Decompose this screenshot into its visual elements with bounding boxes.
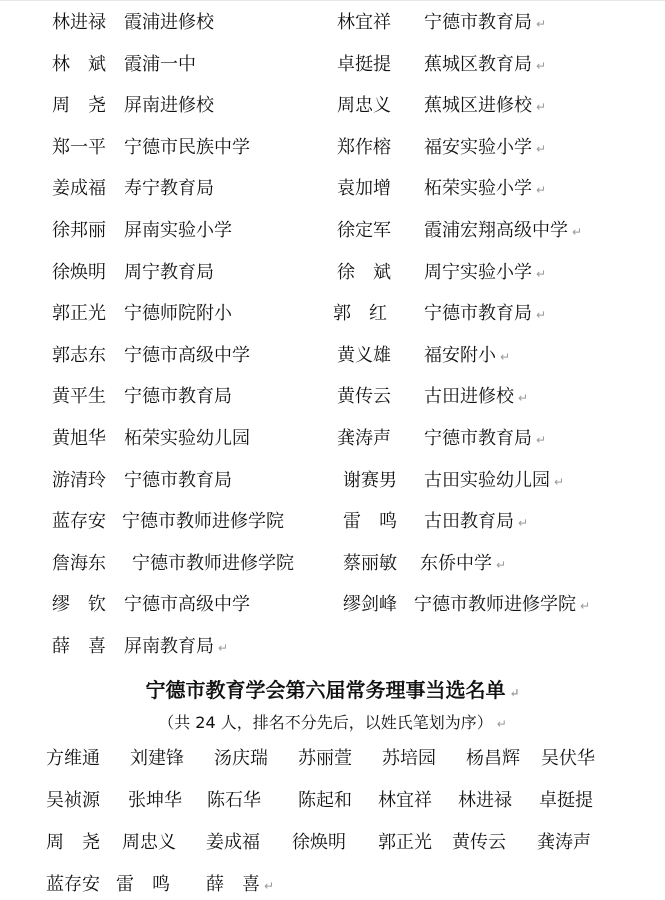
member-name: 苏丽萱 (298, 748, 352, 769)
organization-name: 宁德师院附小 (124, 303, 232, 325)
member-name: 黄传云 (452, 832, 506, 853)
member-name: 周忠义 (122, 832, 176, 853)
member-name: 龚涛声 (537, 832, 591, 853)
list-row (0, 425, 665, 453)
title-text: 宁德市教育学会第六届常务理事当选名单 (145, 678, 506, 702)
organization-name: 柘荣实验幼儿园 (124, 428, 250, 449)
list-row (0, 92, 665, 120)
person-name: 郑作榕 (337, 136, 391, 158)
subtitle-text: （共 24 人，排名不分先后，以姓氏笔划为序） (158, 713, 493, 732)
member-name: 姜成福 (206, 832, 260, 853)
organization-name: 福安实验小学 ↵ (424, 136, 547, 158)
list-row (0, 342, 665, 370)
person-name: 蔡丽敏 (343, 552, 397, 574)
list-row (0, 383, 665, 411)
person-name: 林 斌 (52, 53, 106, 75)
organization-name: 宁德市教育局 ↵ (424, 303, 547, 325)
paragraph-mark-icon: ↵ (536, 100, 547, 115)
paragraph-mark-icon: ↵ (496, 557, 507, 572)
member-name: 卓挺提 (539, 790, 593, 811)
organization-name: 古田实验幼儿园 ↵ (424, 469, 565, 491)
member-row (0, 787, 665, 815)
person-name: 林进禄 (52, 12, 106, 33)
person-name: 姜成福 (52, 178, 106, 200)
paragraph-mark-icon: ↵ (580, 599, 591, 614)
list-row (0, 51, 665, 79)
list-row (0, 591, 665, 619)
organization-name: 周宁实验小学 ↵ (424, 261, 547, 283)
person-name: 谢赛男 (343, 469, 397, 491)
person-name: 郭 红 (333, 303, 387, 325)
organization-name: 宁德市民族中学 (124, 136, 250, 158)
organization-name: 宁德市教育局 ↵ (424, 12, 547, 33)
paragraph-mark-icon: ↵ (218, 641, 229, 655)
person-name: 黄传云 (337, 386, 391, 408)
person-name: 徐邦丽 (52, 220, 106, 241)
member-name: 汤庆瑞 (214, 748, 268, 769)
organization-name: 霞浦宏翔高级中学 ↵ (424, 220, 583, 241)
organization-name: 宁德市教育局 ↵ (424, 428, 547, 449)
member-name: 郭正光 (378, 832, 432, 853)
person-name: 周忠义 (337, 95, 391, 117)
person-name: 郑一平 (52, 136, 106, 158)
person-name: 徐定军 (337, 220, 391, 241)
organization-name: 柘荣实验小学 ↵ (424, 178, 547, 200)
member-row (0, 871, 665, 899)
paragraph-mark-icon: ↵ (536, 17, 547, 31)
organization-name: 蕉城区教育局 ↵ (424, 53, 547, 75)
organization-name: 宁德市教师进修学院 ↵ (414, 594, 591, 616)
member-name: 张坤华 (128, 790, 182, 811)
person-name: 郭正光 (52, 303, 106, 325)
person-name: 詹海东 (52, 552, 106, 574)
paragraph-mark-icon: ↵ (518, 516, 529, 531)
paragraph-mark-icon: ↵ (500, 349, 511, 364)
list-row (0, 467, 665, 495)
member-name: 苏培园 (382, 748, 436, 769)
person-name: 袁加增 (337, 178, 391, 200)
member-name: 薛 喜 ↵ (206, 874, 275, 895)
paragraph-mark-icon: ↵ (518, 391, 529, 406)
member-row (0, 745, 665, 773)
member-name: 林宜祥 (378, 790, 432, 811)
organization-name: 东侨中学 ↵ (420, 552, 507, 574)
person-name: 黄平生 (52, 386, 106, 408)
organization-name: 福安附小 ↵ (424, 344, 511, 366)
organization-name: 霞浦一中 (124, 53, 196, 75)
person-name: 游清玲 (52, 469, 106, 491)
member-name: 周 尧 (46, 832, 100, 853)
list-row (0, 508, 665, 536)
paragraph-mark-icon: ↵ (572, 225, 583, 239)
member-name: 杨昌辉 (466, 748, 520, 769)
person-name: 缪 钦 (52, 594, 106, 616)
person-name: 雷 鸣 (343, 511, 397, 533)
member-name: 陈起和 (298, 790, 352, 811)
standing-council-subtitle (0, 711, 665, 736)
member-name: 蓝存安 (46, 874, 100, 895)
member-row (0, 829, 665, 857)
organization-name: 宁德市教师进修学院 (122, 511, 284, 533)
organization-name: 宁德市高级中学 (124, 344, 250, 366)
paragraph-mark-icon: ↵ (536, 58, 547, 73)
member-name: 方维通 (46, 748, 100, 769)
person-name: 卓挺提 (337, 53, 391, 75)
standing-council-title (0, 676, 665, 707)
paragraph-mark-icon: ↵ (509, 686, 520, 700)
person-name: 黄义雄 (337, 344, 391, 366)
person-name: 徐焕明 (52, 261, 106, 283)
list-row (0, 633, 665, 661)
organization-name: 古田教育局 ↵ (424, 511, 529, 533)
organization-name: 屏南教育局 ↵ (124, 636, 229, 657)
person-name: 缪剑峰 (343, 594, 397, 616)
list-row (0, 134, 665, 162)
member-name: 刘建锋 (130, 748, 184, 769)
organization-name: 屏南实验小学 (124, 220, 232, 241)
organization-name: 古田进修校 ↵ (424, 386, 529, 408)
page-top-edge (0, 0, 665, 1)
paragraph-mark-icon: ↵ (536, 433, 547, 447)
organization-name: 宁德市教育局 (124, 386, 232, 408)
organization-name: 宁德市高级中学 (124, 594, 250, 616)
organization-name: 周宁教育局 (124, 261, 214, 283)
person-name: 郭志东 (52, 344, 106, 366)
person-name: 蓝存安 (52, 511, 106, 533)
person-name: 黄旭华 (52, 428, 106, 449)
person-name: 龚涛声 (337, 428, 391, 449)
member-name: 吴伏华 (541, 748, 595, 769)
list-row (0, 300, 665, 328)
organization-name: 蕉城区进修校 ↵ (424, 95, 547, 117)
member-name: 林进禄 (458, 790, 512, 811)
person-name: 周 尧 (52, 95, 106, 117)
list-row (0, 9, 665, 37)
organization-name: 霞浦进修校 (124, 12, 214, 33)
paragraph-mark-icon: ↵ (536, 308, 547, 323)
list-row (0, 217, 665, 245)
organization-name: 寿宁教育局 (124, 178, 214, 200)
paragraph-mark-icon: ↵ (536, 183, 547, 198)
paragraph-mark-icon: ↵ (536, 141, 547, 156)
list-row (0, 550, 665, 578)
member-name: 雷 鸣 (116, 874, 170, 895)
list-row (0, 175, 665, 203)
paragraph-mark-icon: ↵ (496, 717, 507, 731)
paragraph-mark-icon: ↵ (264, 879, 275, 893)
person-name: 林宜祥 (337, 12, 391, 33)
person-name: 徐 斌 (337, 261, 391, 283)
member-name: 徐焕明 (292, 832, 346, 853)
organization-name: 宁德市教育局 (124, 469, 232, 491)
organization-name: 屏南进修校 (124, 95, 214, 117)
paragraph-mark-icon: ↵ (536, 266, 547, 281)
member-name: 陈石华 (207, 790, 261, 811)
organization-name: 宁德市教师进修学院 (132, 552, 294, 574)
paragraph-mark-icon: ↵ (554, 474, 565, 489)
member-name: 吴祯源 (46, 790, 100, 811)
list-row (0, 259, 665, 287)
person-name: 薛 喜 (52, 636, 106, 657)
